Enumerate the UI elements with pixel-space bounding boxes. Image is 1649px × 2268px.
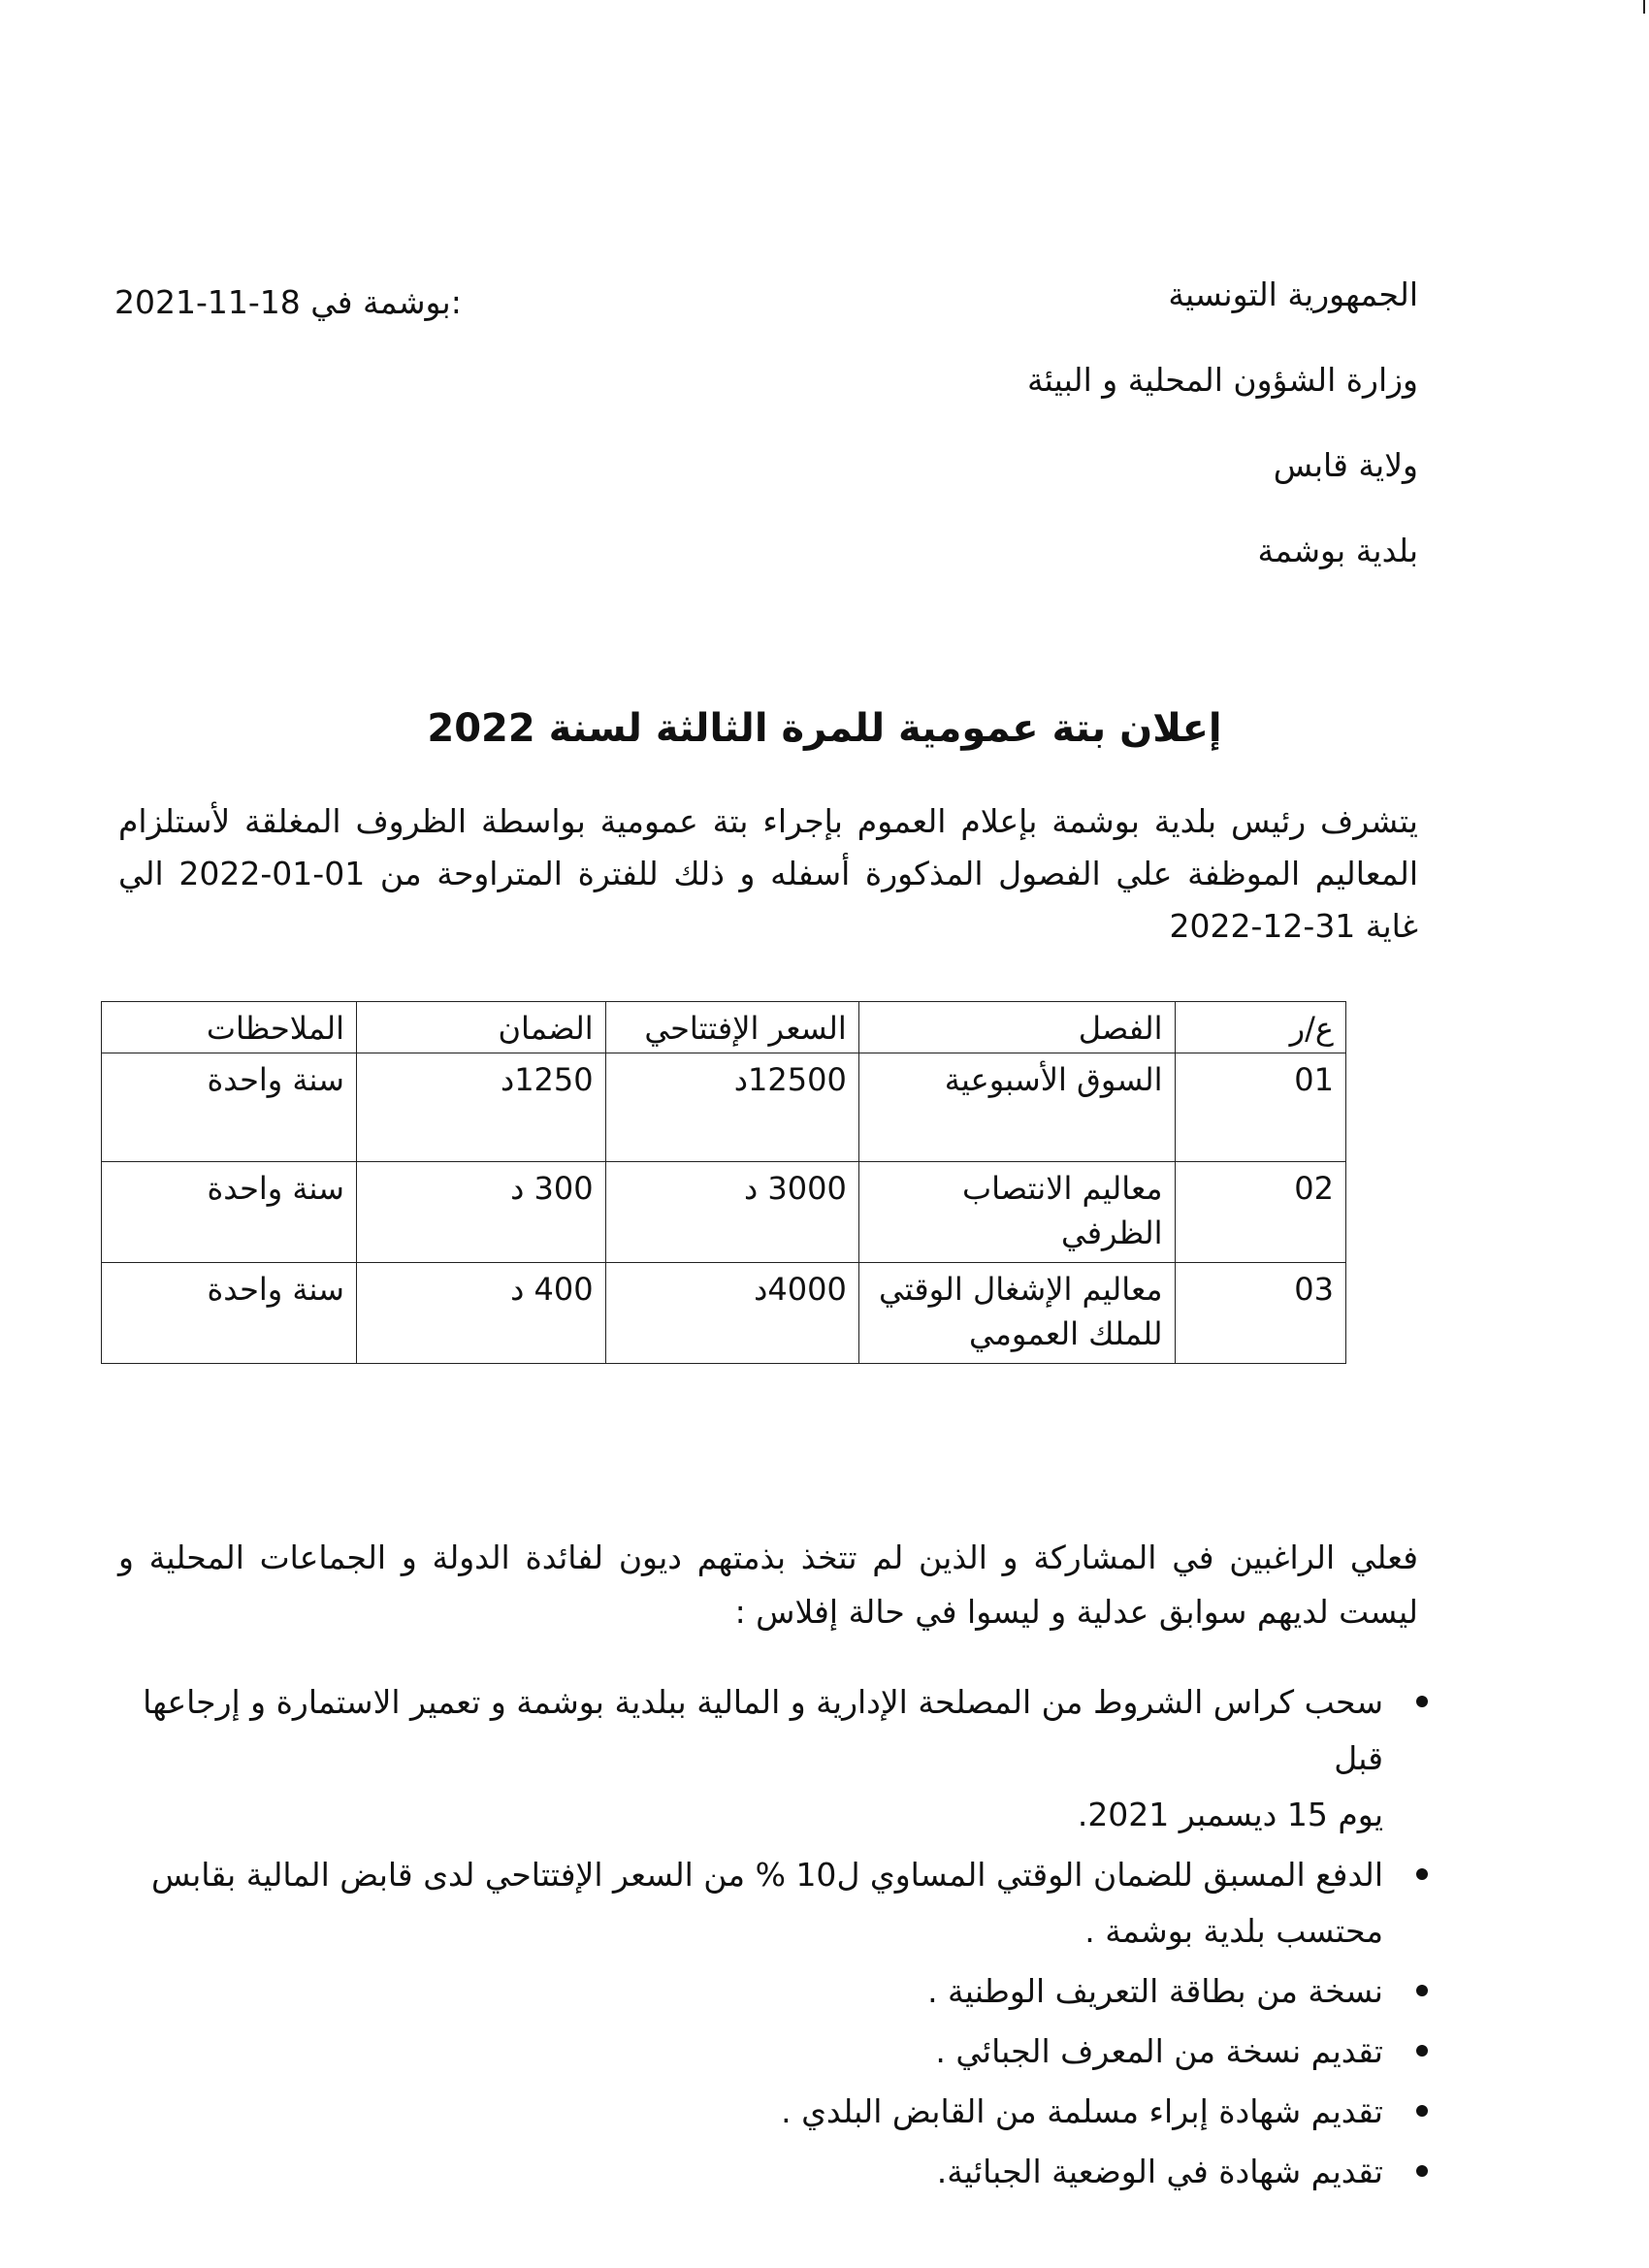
- letterhead: [739, 275, 1418, 617]
- bullet-icon: [1416, 2105, 1428, 2117]
- table-header-row: [102, 1002, 1346, 1053]
- row-price: 12500د: [605, 1053, 858, 1162]
- participants-paragraph: فعلي الراغبين في المشاركة و الذين لم تتخذ بذمتهم ديون لفائدة الدولة و الجماعات المحلية و ليست لديهم سوابق عدلية و ليسوا في حالة إفلاس :: [118, 1539, 1418, 1631]
- place-date-label: بوشمة في:: [310, 283, 462, 321]
- requirement-text: تقديم شهادة إبراء مسلمة من القابض البلدي .: [781, 2092, 1383, 2130]
- bullet-icon: [1416, 2165, 1428, 2177]
- requirement-text: تقديم نسخة من المعرف الجبائي .: [935, 2032, 1383, 2070]
- row-notes: سنة واحدة: [102, 1263, 357, 1364]
- scan-edge-mark: [1643, 0, 1645, 14]
- announcement-date: 2021-11-18: [114, 283, 301, 321]
- republic-name: الجمهورية التونسية: [1168, 275, 1418, 313]
- row-num: 03: [1175, 1263, 1345, 1364]
- chapters-table: [101, 1001, 1346, 1364]
- list-item: [114, 1963, 1418, 2020]
- governorate-name: ولاية قابس: [1273, 446, 1418, 484]
- list-item: [114, 1847, 1418, 1960]
- row-chapter: معاليم الانتصاب الظرفي: [858, 1162, 1175, 1263]
- row-price: 3000 د: [605, 1162, 858, 1263]
- row-num: 02: [1175, 1162, 1345, 1263]
- row-num: 01: [1175, 1053, 1345, 1162]
- announcement-title: إعلان بتة عمومية للمرة الثالثة لسنة 2022: [427, 706, 1222, 751]
- header-notes: الملاحظات: [102, 1002, 357, 1053]
- table-row: [102, 1263, 1346, 1364]
- table-row: [102, 1162, 1346, 1263]
- row-chapter: معاليم الإشغال الوقتي للملك العمومي: [858, 1263, 1175, 1364]
- row-notes: سنة واحدة: [102, 1162, 357, 1263]
- row-notes: سنة واحدة: [102, 1053, 357, 1162]
- requirement-text: سحب كراس الشروط من المصلحة الإدارية و المالية ببلدية بوشمة و تعمير الاستمارة و إرجاعها قبل: [143, 1683, 1383, 1777]
- row-chapter: السوق الأسبوعية: [858, 1053, 1175, 1162]
- header-guarantee: الضمان: [356, 1002, 605, 1053]
- bullet-icon: [1416, 1868, 1428, 1880]
- row-guarantee: 400 د: [356, 1263, 605, 1364]
- list-item: [114, 2024, 1418, 2080]
- list-item: [114, 2144, 1418, 2200]
- municipality-name: بلدية بوشمة: [1257, 532, 1418, 569]
- header-chapter: الفصل: [858, 1002, 1175, 1053]
- requirement-text: نسخة من بطاقة التعريف الوطنية .: [927, 1972, 1383, 2010]
- bullet-icon: [1416, 1985, 1428, 1996]
- table-row: [102, 1053, 1346, 1162]
- row-price: 4000د: [605, 1263, 858, 1364]
- requirement-text: الدفع المسبق للضمان الوقتي المساوي ل10 % من السعر الإفتتاحي لدى قابض المالية بقابس محتسب بلدية بوشمة .: [151, 1856, 1383, 1950]
- requirement-deadline: يوم 15 ديسمبر 2021.: [1077, 1796, 1383, 1833]
- place-date: [114, 283, 462, 321]
- ministry-name: وزارة الشؤون المحلية و البيئة: [1026, 361, 1418, 399]
- header-num: ع/ر: [1175, 1002, 1345, 1053]
- header-price: السعر الإفتتاحي: [605, 1002, 858, 1053]
- requirement-text: تقديم شهادة في الوضعية الجبائية.: [936, 2153, 1383, 2190]
- row-guarantee: 1250د: [356, 1053, 605, 1162]
- list-item: [114, 1674, 1418, 1843]
- requirements-list: [114, 1674, 1463, 2204]
- list-item: [114, 2084, 1418, 2140]
- row-guarantee: 300 د: [356, 1162, 605, 1263]
- bullet-icon: [1416, 1696, 1428, 1707]
- bullet-icon: [1416, 2045, 1428, 2057]
- intro-paragraph: يتشرف رئيس بلدية بوشمة بإعلام العموم بإجراء بتة عمومية بواسطة الظروف المغلقة لأستلزام المعاليم الموظفة علي الفصول المذكورة أسفله و ذلك للفترة المتراوحة من 01-01-2022 الي غاية 31-12-2022: [118, 802, 1419, 945]
